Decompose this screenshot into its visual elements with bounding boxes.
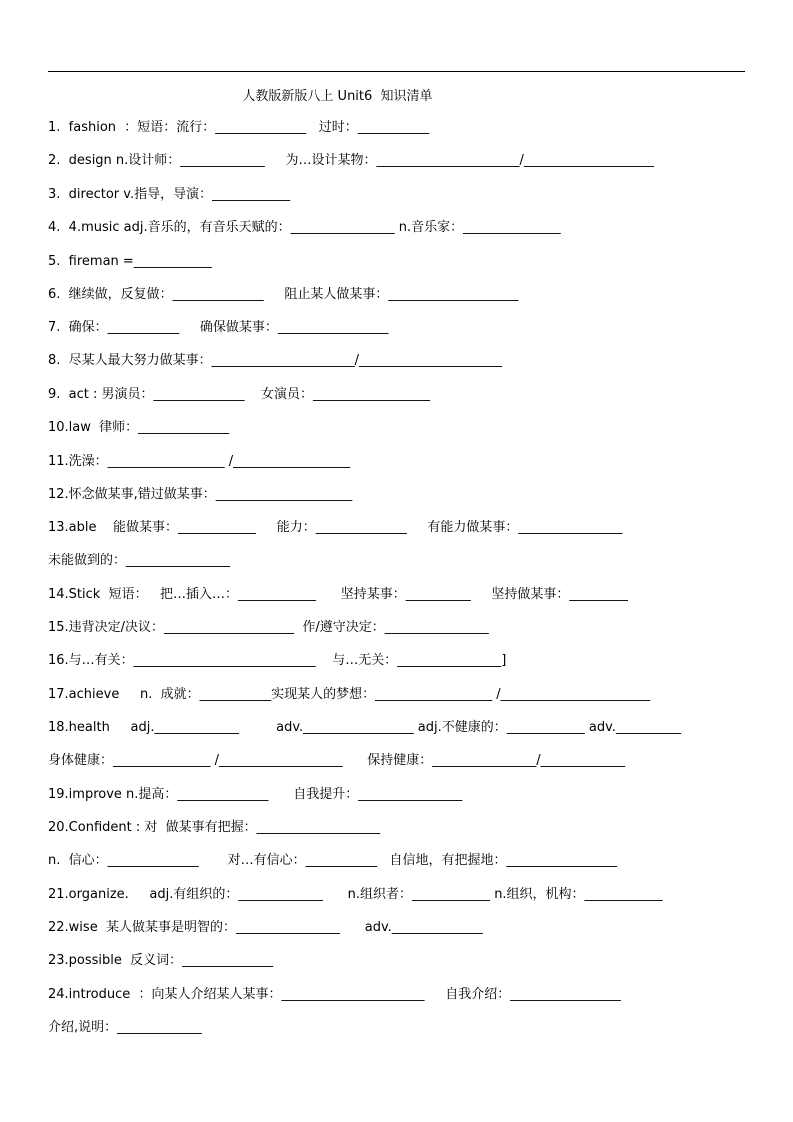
worksheet-line [48, 918, 753, 938]
worksheet-line [48, 818, 753, 838]
line-text: 1. fashion ：短语：流行：______________ 过时：___________ [48, 120, 430, 135]
line-text: 23.possible 反义词：______________ [48, 953, 274, 968]
line-text: 身体健康：_______________ /___________________ 保持健康：________________/_____________ [48, 753, 626, 768]
worksheet-line [48, 618, 753, 638]
worksheet-line [48, 218, 753, 238]
worksheet-line [48, 418, 753, 438]
worksheet-line [48, 585, 753, 605]
line-text: 9. act : 男演员：______________ 女演员：__________________ [48, 387, 431, 402]
line-text: 19.improve n.提高：______________ 自我提升：________________ [48, 787, 463, 802]
worksheet-line [48, 385, 753, 405]
line-text: 4. 4.music adj.音乐的，有音乐天赋的：________________ n.音乐家：_______________ [48, 220, 561, 235]
worksheet-line [48, 118, 753, 138]
line-text: 11.洗澡：__________________ /__________________ [48, 454, 351, 469]
line-text: 10.law 律师：______________ [48, 420, 230, 435]
worksheet-line [48, 452, 753, 472]
line-text: 未能做到的：________________ [48, 553, 231, 568]
line-text: 14.Stick 短语： 把…插入…：____________ 坚持某事：__________ 坚持做某事：_________ [48, 587, 628, 602]
worksheet-line [48, 751, 753, 771]
line-text: 20.Confident : 对 做某事有把握：___________________ [48, 820, 381, 835]
line-text: n. 信心：______________ 对…有信心：___________ 自信地，有把握地：_________________ [48, 853, 617, 868]
worksheet-line [48, 885, 753, 905]
worksheet-line [48, 785, 753, 805]
worksheet-line [48, 485, 753, 505]
line-text: 12.怀念做某事,错过做某事：_____________________ [48, 487, 353, 502]
line-text: 6. 继续做，反复做：______________ 阻止某人做某事：____________________ [48, 287, 519, 302]
line-text: 22.wise 某人做某事是明智的：________________ adv.______________ [48, 920, 483, 935]
line-text: 8. 尽某人最大努力做某事：______________________/______________________ [48, 353, 503, 368]
line-text: 介绍,说明：_____________ [48, 1020, 202, 1035]
line-text: 15.违背决定/决议：____________________ 作/遵守决定：________________ [48, 620, 489, 635]
line-text: 5. fireman =____________ [48, 254, 212, 269]
line-text: 24.introduce ：向某人介绍某人某事：______________________ 自我介绍：_________________ [48, 987, 621, 1002]
top-rule [48, 71, 745, 72]
worksheet-line [48, 951, 753, 971]
worksheet-line [48, 685, 753, 705]
line-text: 2. design n.设计师：_____________ 为…设计某物：______________________/____________________ [48, 153, 654, 168]
worksheet-line [48, 651, 753, 671]
worksheet-line [48, 518, 753, 538]
worksheet-line [48, 151, 753, 171]
worksheet-line [48, 718, 753, 738]
line-text: 17.achieve n. 成就：___________实现某人的梦想：__________________ /_______________________ [48, 687, 651, 702]
worksheet-line [48, 185, 753, 205]
line-text: 18.health adj._____________ adv._________________ adj.不健康的：____________ adv.__________ [48, 720, 681, 735]
line-text: 3. director v.指导，导演：____________ [48, 187, 291, 202]
worksheet-line [48, 351, 753, 371]
worksheet-line [48, 551, 753, 571]
worksheet-line [48, 985, 753, 1005]
worksheet-line [48, 285, 753, 305]
doc-title: 人教版新版八上 Unit6 知识清单 [242, 89, 433, 104]
line-text: 21.organize. adj.有组织的：_____________ n.组织者：____________ n.组织，机构：____________ [48, 887, 663, 902]
worksheet-line [48, 318, 753, 338]
line-text: 13.able 能做某事：____________ 能力：______________ 有能力做某事：________________ [48, 520, 623, 535]
line-text: 7. 确保：___________ 确保做某事：_________________ [48, 320, 389, 335]
worksheet-line [48, 1018, 753, 1038]
worksheet-line [48, 851, 753, 871]
line-text: 16.与…有关：____________________________ 与…无关：________________] [48, 653, 507, 668]
worksheet-line [48, 252, 753, 272]
